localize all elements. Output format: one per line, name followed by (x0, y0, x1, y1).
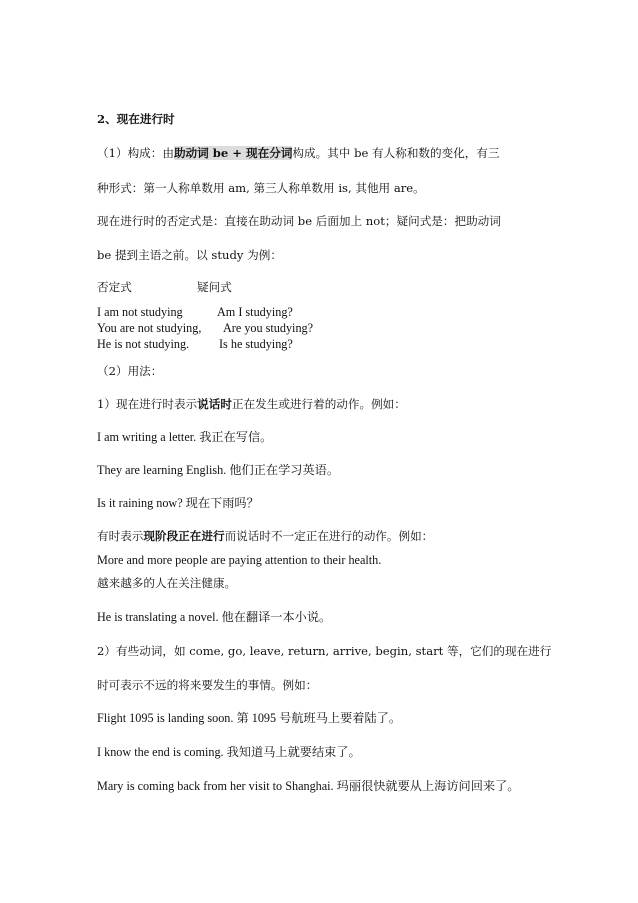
example-2: They are learning English. 他们正在学习英语。 (97, 463, 340, 477)
example-8: Mary is coming back from her visit to Shanghai. 玛丽很快就要从上海访问回来了。 (97, 779, 520, 793)
example-4-zh: 越来越多的人在关注健康。 (97, 576, 237, 590)
structure-intro: （1）构成：由 (97, 146, 174, 160)
header-question: 疑问式 (197, 280, 232, 294)
section-title: 2、现在进行时 (97, 112, 175, 126)
usage-1-emphasis: 说话时 (197, 397, 232, 411)
table-row (97, 336, 293, 352)
negative-line-2: be 提到主语之前。以 study 为例： (97, 248, 282, 262)
header-negative: 否定式 (97, 280, 132, 294)
structure-line-2: 种形式：第一人称单数用 am, 第三人称单数用 is, 其他用 are。 (97, 181, 425, 195)
table-row (97, 320, 314, 336)
question-form: Is he studying? (219, 337, 293, 351)
example-7: I know the end is coming. 我知道马上就要结束了。 (97, 745, 361, 759)
structure-formula-highlight: 助动词 be + 现在分词 (173, 146, 293, 160)
negative-form: I am not studying (97, 305, 183, 319)
question-form: Are you studying? (223, 321, 314, 335)
example-6: Flight 1095 is landing soon. 第 1095 号航班马上要着陆了。 (97, 711, 402, 725)
structure-rest: 构成。其中 be 有人称和数的变化，有三 (292, 146, 500, 160)
question-form: Am I studying? (217, 305, 293, 319)
usage-1-rest: 正在发生或进行着的动作。例如： (231, 397, 406, 411)
example-3: Is it raining now? 现在下雨吗？ (97, 496, 259, 510)
usage-1 (97, 396, 406, 412)
example-1: I am writing a letter. 我正在写信。 (97, 430, 273, 444)
negative-form: You are not studying, (97, 321, 202, 335)
example-4-en: More and more people are paying attention to their health. (97, 553, 382, 567)
negative-form: He is not studying. (97, 337, 190, 351)
usage-stage-emphasis: 现阶段正在进行 (143, 529, 225, 543)
usage-stage-rest: 而说话时不一定正在进行的动作。例如： (224, 529, 434, 543)
usage-title: （2）用法： (97, 364, 163, 378)
usage-2-line-1: 2）有些动词，如 come, go, leave, return, arrive, begin, start 等，它们的现在进行 (97, 644, 552, 658)
usage-2-line-2: 时可表示不远的将来要发生的事情。例如： (97, 678, 318, 692)
usage-stage (97, 528, 433, 544)
structure-line-1 (97, 145, 500, 161)
table-header (97, 279, 232, 295)
table-row (97, 304, 293, 320)
example-5: He is translating a novel. 他在翻译一本小说。 (97, 610, 332, 624)
negative-line-1: 现在进行时的否定式是：直接在助动词 be 后面加上 not；疑问式是：把助动词 (97, 214, 501, 228)
usage-1-intro: 1）现在进行时表示 (97, 397, 198, 411)
usage-stage-intro: 有时表示 (97, 529, 144, 543)
